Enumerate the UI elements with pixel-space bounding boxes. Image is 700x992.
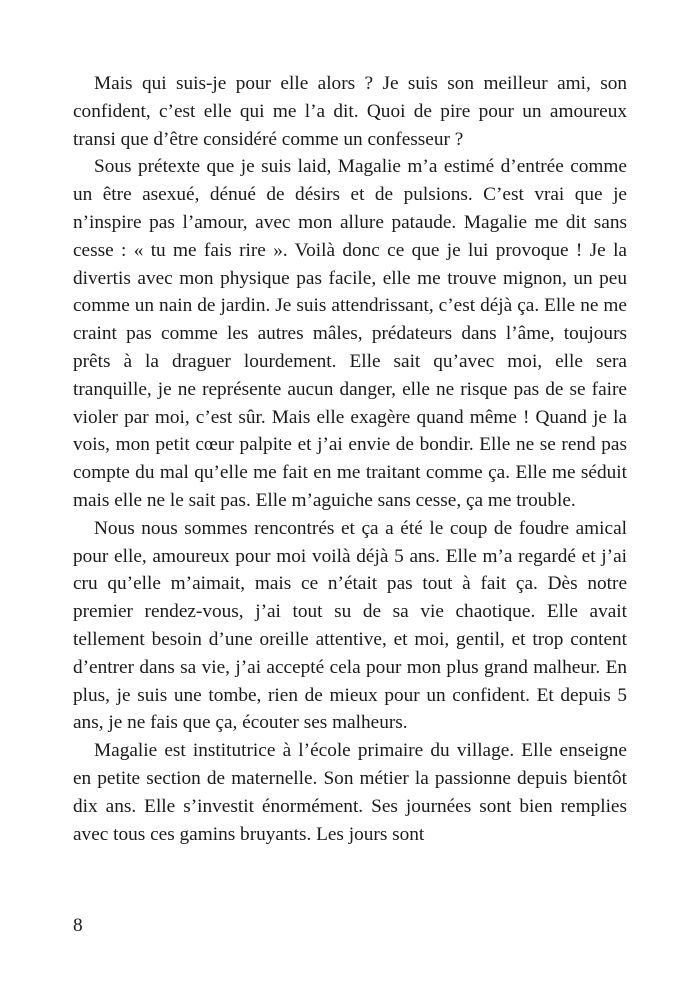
page-number: 8 (73, 915, 83, 936)
page-body (73, 70, 627, 848)
paragraph-3: Nous nous sommes rencontrés et ça a été le coup de foudre amical pour elle, amoureux pour moi voilà déjà 5 ans. Elle m’a regardé et j’ai cru qu’elle m’aimait, mais ce n’était pas tout à fait ça. Dès notre premier rendez-vous, j’ai tout su de sa vie chaotique. Elle avait tellement besoin d’une oreille attentive, et moi, gentil, et trop content d’entrer dans sa vie, j’ai accepté cela pour mon plus grand malheur. En plus, je suis une tombe, rien de mieux pour un confident. Et depuis 5 ans, je ne fais que ça, écouter ses malheurs. (73, 517, 627, 734)
paragraph-4: Magalie est institutrice à l’école primaire du village. Elle enseigne en petite section de maternelle. Son métier la passionne depuis bientôt dix ans. Elle s’investit énormément. Ses journées sont bien remplies avec tous ces gamins bruyants. Les jours sont (73, 740, 627, 845)
paragraph-2: Sous prétexte que je suis laid, Magalie m’a estimé d’entrée comme un être asexué, dénué de désirs et de pulsions. C’est vrai que je n’inspire pas l’amour, avec mon allure pataude. Magalie me dit sans cesse : « tu me fais rire ». Voilà donc ce que je lui provoque ! Je la divertis avec mon physique pas facile, elle me trouve mignon, un peu comme un nain de jardin. Je suis attendrissant, c’est déjà ça. Elle ne me craint pas comme les autres mâles, prédateurs dans l’âme, toujours prêts à la draguer lourdement. Elle sait qu’avec moi, elle sera tranquille, je ne représente aucun danger, elle ne risque pas de se faire violer par moi, c’est sûr. Mais elle exagère quand même ! Quand je la vois, mon petit cœur palpite et j’ai envie de bondir. Elle ne se rend pas compte du mal qu’elle me fait en me traitant comme ça. Elle me séduit mais elle ne le sait pas. Elle m’aguiche sans cesse, ça me trouble. (73, 156, 627, 511)
paragraph-1: Mais qui suis-je pour elle alors ? Je suis son meilleur ami, son confident, c’est elle qui me l’a dit. Quoi de pire pour un amoureux transi que d’être considéré comme un confesseur ? (73, 73, 627, 150)
